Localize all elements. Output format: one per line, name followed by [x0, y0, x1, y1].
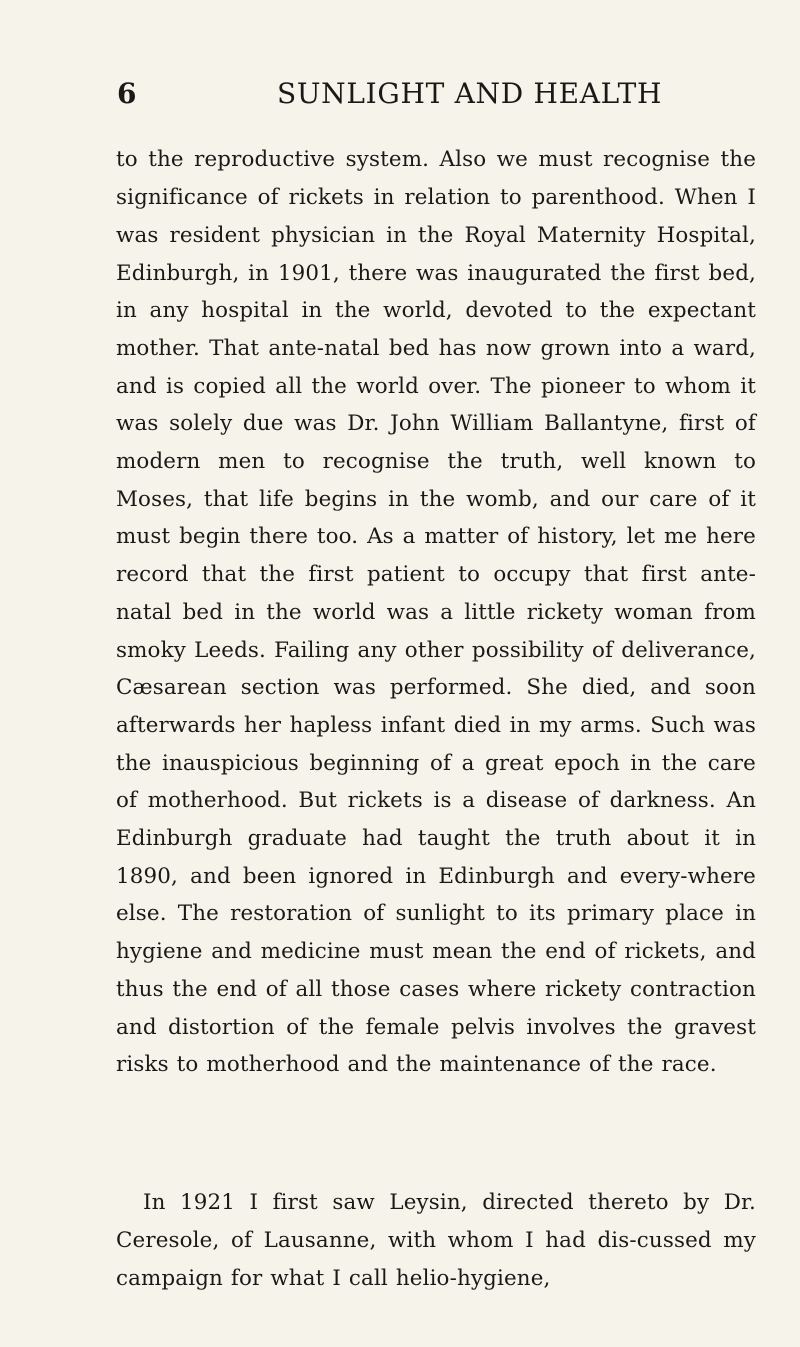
body-paragraph-1: to the reproductive system. Also we must recognise the significance of rickets in relation to parenthood. When I was resident physician in the Royal Maternity Hospital, Edinburgh, in 1901, there was inaugurated the first bed, in any hospital in the world, devoted to the expectant mother. That ante-natal bed has now grown into a ward, and is copied all the world over. The pioneer to whom it was solely due was Dr. John William Ballantyne, first of modern men to recognise the truth, well known to Moses, that life begins in the womb, and our care of it must begin there too. As a matter of history, let me here record that the first patient to occupy that first ante-natal bed in the world was a little rickety woman from smoky Leeds. Failing any other possibility of deliverance, Cæsarean section was performed. She died, and soon afterwards her hapless infant died in my arms. Such was the inauspicious beginning of a great epoch in the care of motherhood. But rickets is a disease of darkness. An Edinburgh graduate had taught the truth about it in 1890, and been ignored in Edinburgh and every-where else. The restoration of sunlight to its primary place in hygiene and medicine must mean the end of rickets, and thus the end of all those cases where rickety contraction and distortion of the female pelvis involves the gravest risks to motherhood and the maintenance of the race. — [116, 147, 756, 1078]
body-paragraph-2: In 1921 I first saw Leysin, directed thereto by Dr. Ceresole, of Lausanne, with whom I had dis-cussed my campaign for what I call helio-hygiene, — [116, 1190, 756, 1291]
running-title: SUNLIGHT AND HEALTH — [277, 77, 663, 110]
page-number: 6 — [117, 77, 137, 110]
running-header — [117, 74, 757, 114]
